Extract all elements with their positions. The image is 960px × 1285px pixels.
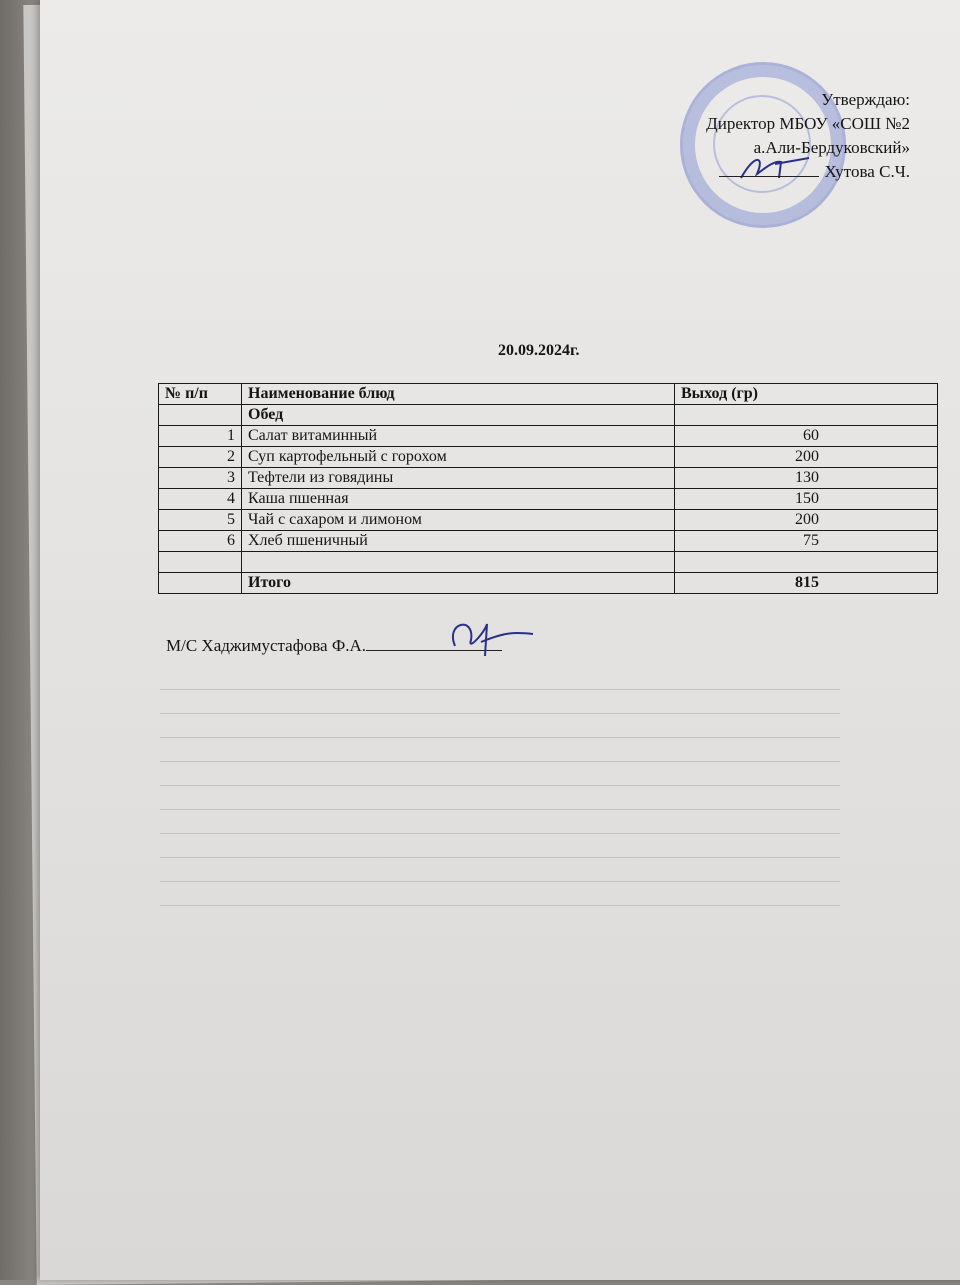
approval-line-2: Директор МБОУ «СОШ №2 xyxy=(706,114,910,133)
table-row xyxy=(159,489,938,510)
row-dish: Хлеб пшеничный xyxy=(242,531,675,552)
table-header-row xyxy=(159,384,938,405)
row-dish: Тефтели из говядины xyxy=(242,468,675,489)
table-row xyxy=(159,531,938,552)
section-row xyxy=(159,405,938,426)
row-dish: Салат витаминный xyxy=(242,426,675,447)
row-number: 1 xyxy=(159,426,242,447)
approval-line-1: Утверждаю: xyxy=(821,90,910,109)
header-number: № п/п xyxy=(159,384,242,405)
row-output: 75 xyxy=(675,531,938,552)
table-row xyxy=(159,510,938,531)
row-dish: Суп картофельный с горохом xyxy=(242,447,675,468)
empty-row xyxy=(159,552,938,573)
menu-date: 20.09.2024г. xyxy=(498,342,580,359)
row-output: 200 xyxy=(675,510,938,531)
table-row xyxy=(159,447,938,468)
menu-table xyxy=(158,383,938,594)
row-output: 150 xyxy=(675,489,938,510)
approval-line-4 xyxy=(706,160,910,184)
total-label: Итого xyxy=(242,573,675,594)
row-number: 5 xyxy=(159,510,242,531)
approval-block xyxy=(706,88,910,184)
row-number: 2 xyxy=(159,447,242,468)
section-label: Обед xyxy=(242,405,675,426)
header-output: Выход (гр) xyxy=(675,384,938,405)
row-dish: Каша пшенная xyxy=(242,489,675,510)
signature-line xyxy=(719,176,819,177)
table-row xyxy=(159,468,938,489)
table-row xyxy=(159,426,938,447)
row-number: 3 xyxy=(159,468,242,489)
header-dish-name: Наименование блюд xyxy=(242,384,675,405)
row-output: 60 xyxy=(675,426,938,447)
approval-line-3: а.Али-Бердуковский» xyxy=(753,138,910,157)
nurse-name: М/С Хаджимустафова Ф.А. xyxy=(166,636,367,655)
row-number: 4 xyxy=(159,489,242,510)
row-output: 200 xyxy=(675,447,938,468)
director-name: Хутова С.Ч. xyxy=(824,162,910,181)
row-output: 130 xyxy=(675,468,938,489)
row-dish: Чай с сахаром и лимоном xyxy=(242,510,675,531)
total-row xyxy=(159,573,938,594)
nurse-signature xyxy=(445,612,545,660)
total-value: 815 xyxy=(675,573,938,594)
row-number: 6 xyxy=(159,531,242,552)
